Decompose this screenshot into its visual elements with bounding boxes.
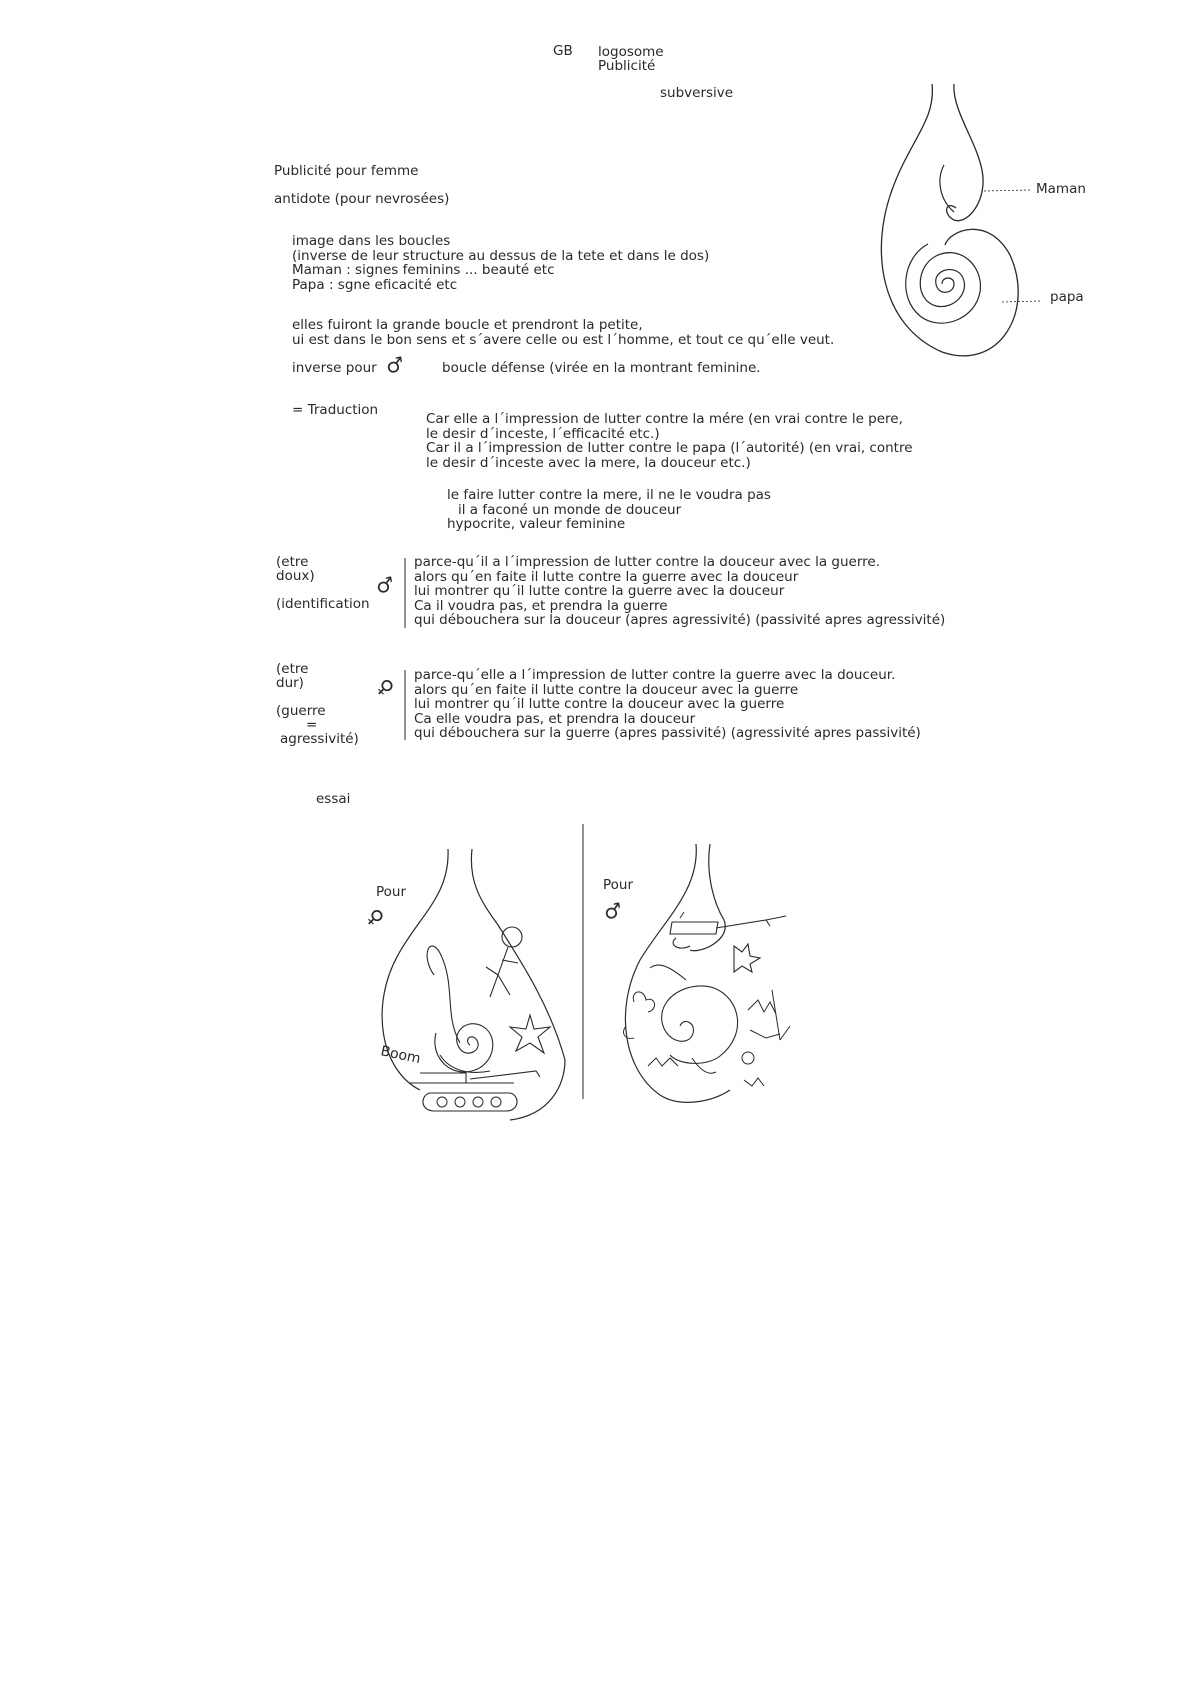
female-left-4: =: [306, 717, 318, 733]
female-left-5: agressivité): [280, 731, 359, 747]
right-pour-label: Pour: [603, 877, 634, 893]
papa-leader: [1002, 301, 1042, 302]
label-papa: papa: [1050, 289, 1084, 305]
left-inner-loop: [427, 946, 460, 1043]
male-left-3: (identification: [276, 596, 370, 612]
female-line: Ca elle voudra pas, et prendra la douceur: [414, 710, 696, 727]
header-logosome: logosome: [598, 44, 664, 60]
image-line: Maman : signes feminins ... beauté etc: [292, 262, 555, 278]
female-left-1: (etre: [276, 661, 309, 677]
stickman-body-icon: [486, 947, 518, 997]
essai-label: essai: [316, 791, 351, 807]
left-right-outline: [471, 849, 565, 1120]
inverse-label: inverse pour: [292, 360, 377, 376]
female-left-2: dur): [276, 675, 304, 691]
star-icon: [510, 1015, 550, 1053]
right-essai-drawing: [600, 840, 840, 1120]
left-essai-drawing: [360, 845, 580, 1125]
flower-icon: [624, 992, 655, 1038]
male-line: alors qu´en faite il lutte contre la guerre avec la douceur: [414, 568, 799, 585]
left-pour-label: Pour: [376, 884, 407, 900]
traduction-line: le desir d´inceste, l´efficacité etc.): [426, 425, 660, 442]
fuir-line: ui est dans le bon sens et s´avere celle ou est l´homme, et tout ce qu´elle veut.: [292, 331, 835, 348]
inverse-text: boucle défense (virée en la montrant feminine.: [442, 360, 761, 376]
tank-wheel-icon: [473, 1097, 483, 1107]
right-scribble: [648, 1058, 716, 1073]
female-line: qui débouchera sur la guerre (apres passivité) (agressivité apres passivité): [414, 725, 921, 741]
male-symbol: ♂: [384, 351, 406, 379]
male-line: lui montrer qu´il lutte contre la guerre avec la douceur: [414, 583, 785, 599]
big-spiral: [906, 244, 981, 323]
female-block: [414, 668, 921, 741]
boom-label: Boom: [379, 1043, 422, 1068]
traduction-line: Car il a l´impression de lutter contre le papa (l´autorité) (en vrai, contre: [426, 440, 913, 456]
fuir-line: elles fuiront la grande boucle et prendront la petite,: [292, 317, 643, 333]
image-line: (inverse de leur structure au dessus de la tete et dans le dos): [292, 247, 710, 264]
tank-icon: [670, 920, 770, 948]
right-zigzag: [744, 1078, 764, 1086]
image-block: [292, 234, 709, 292]
header-gb: GB: [553, 43, 573, 59]
tank-wheel-icon: [491, 1097, 501, 1107]
header-subversive: subversive: [660, 85, 734, 101]
male-bracket: [404, 558, 408, 628]
intro-antidote: antidote (pour nevrosées): [274, 191, 450, 207]
left-female-symbol: ♀: [361, 903, 390, 931]
male-block: [414, 555, 945, 628]
traduction-sub-line: il a faconé un monde de douceur: [458, 501, 682, 518]
essai-divider: [582, 824, 586, 1099]
traduction-label: = Traduction: [292, 402, 379, 418]
right-male-symbol: ♂: [602, 897, 624, 925]
female-line: lui montrer qu´il lutte contre la douceur avec la guerre: [414, 696, 785, 712]
image-line: image dans les boucles: [292, 233, 451, 249]
tank-antenna-icon: [680, 912, 786, 920]
fuir-block: [292, 318, 834, 347]
right-big-spiral: [662, 986, 738, 1063]
intro-title: Publicité pour femme: [274, 163, 419, 179]
loop-inner-outline: [947, 84, 983, 221]
female-line: parce-qu´elle a l´impression de lutter contre la guerre avec la douceur.: [414, 667, 896, 683]
image-line: Papa : sgne eficacité etc: [292, 276, 458, 293]
loop-outer-outline: [881, 84, 1018, 356]
male-line: parce-qu´il a l´impression de lutter contre la douceur avec la guerre.: [414, 554, 880, 570]
traduction-block: [426, 412, 913, 470]
female-bracket: [404, 670, 408, 740]
traduction-sub-line: le faire lutter contre la mere, il ne le voudra pas: [447, 487, 771, 503]
male-symbol: ♂: [374, 571, 396, 599]
female-line: alors qu´en faite il lutte contre la douceur avec la guerre: [414, 681, 799, 698]
header-publicite: Publicité: [598, 58, 656, 74]
small-loop: [940, 165, 954, 212]
male-left-2: doux): [276, 568, 315, 584]
loop-diagram: [870, 80, 1100, 370]
right-loop-curve: [650, 965, 686, 980]
label-maman: Maman: [1036, 181, 1086, 197]
traduction-sub-block: [447, 488, 771, 532]
traduction-line: Car elle a l´impression de lutter contre la mére (en vrai contre le pere,: [426, 411, 903, 427]
left-tail-curve: [440, 1055, 490, 1072]
tank-wheel-icon: [437, 1097, 447, 1107]
right-small-circle-icon: [742, 1052, 754, 1064]
tank-icon: [410, 1071, 540, 1111]
traduction-sub-line: hypocrite, valeur feminine: [447, 516, 626, 532]
male-line: qui débouchera sur la douceur (apres agressivité) (passivité apres agressivité): [414, 612, 946, 628]
right-figure-icon: [748, 990, 790, 1040]
female-symbol: ♀: [371, 673, 400, 701]
tank-wheel-icon: [455, 1097, 465, 1107]
maman-leader: [984, 190, 1030, 191]
female-left-3: (guerre: [276, 703, 326, 719]
traduction-line: le desir d´inceste avec la mere, la douceur etc.): [426, 454, 751, 471]
star-icon: [734, 944, 760, 972]
male-left-1: (etre: [276, 554, 309, 570]
left-spiral: [435, 1024, 493, 1072]
male-line: Ca il voudra pas, et prendra la guerre: [414, 597, 668, 614]
